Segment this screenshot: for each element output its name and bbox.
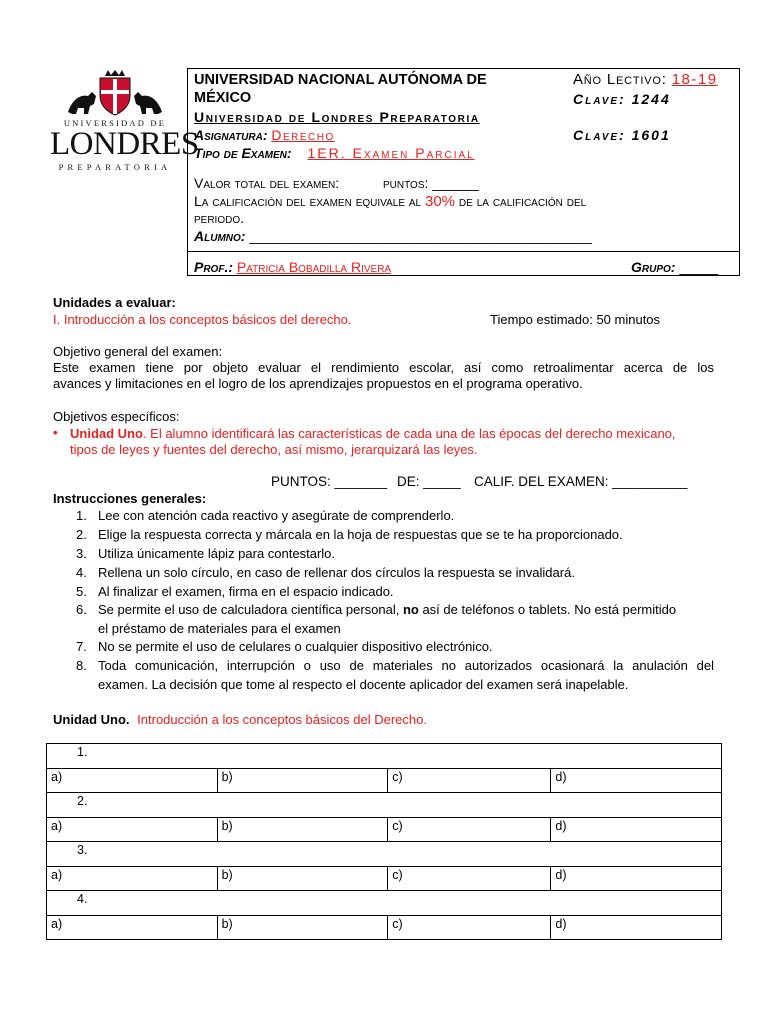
option-a[interactable]: a) — [47, 817, 218, 842]
exam-header-box — [187, 68, 740, 276]
tipo-examen-row: Tipo de Examen: 1ER. Examen Parcial — [194, 145, 475, 161]
question-row — [47, 744, 722, 769]
objetivo-heading: Objetivo general del examen: — [53, 344, 223, 359]
asignatura-row: Asignatura: Derecho — [194, 127, 335, 143]
options-row — [47, 817, 722, 842]
section-subtitle: Introducción a los conceptos básicos del Derecho. — [137, 712, 427, 727]
alumno-blank[interactable]: ____________________________________________ — [249, 228, 592, 244]
instruction-text: Al finalizar el examen, firma en el espacio indicado. — [98, 584, 394, 599]
question-number: 4. — [47, 891, 722, 916]
instruction-text: Lee con atención cada reactivo y asegúrate de comprenderlo. — [98, 508, 455, 523]
calificacion-line2: periodo. — [194, 210, 245, 226]
grupo-label: Grupo — [631, 259, 671, 275]
valor-total-label: Valor total del examen: — [194, 175, 340, 191]
instruction-number: 4. — [76, 565, 87, 580]
options-row — [47, 768, 722, 793]
option-c[interactable]: c) — [388, 768, 551, 793]
school-name: Universidad de Londres Preparatoria — [194, 109, 480, 125]
option-b[interactable]: b) — [217, 866, 388, 891]
crest-icon — [50, 70, 180, 120]
option-d[interactable]: d) — [551, 768, 722, 793]
unidad-1-label: I. Introducción a los conceptos básicos del derecho. — [53, 312, 352, 327]
clave-1601: Clave: 1601 — [573, 127, 671, 143]
question-number: 3. — [47, 842, 722, 867]
instruction-6-post: así de teléfonos o tablets. No está permitido — [418, 602, 677, 617]
objetivo-line2: avances y limitaciones en el logro de los aprendizajes propuestos en el programa operativo. — [53, 376, 583, 391]
question-row — [47, 891, 722, 916]
calificacion-percent: 30% — [425, 193, 456, 210]
calif-examen-field[interactable]: CALIF. DEL EXAMEN: __________ — [474, 474, 688, 489]
option-d[interactable]: d) — [551, 866, 722, 891]
asignatura-label: Asignatura — [194, 127, 263, 143]
valor-total-row — [194, 175, 479, 191]
option-b[interactable]: b) — [217, 817, 388, 842]
question-row — [47, 793, 722, 818]
puntos-label: puntos: — [383, 175, 429, 191]
clave-1244: Clave: 1244 — [573, 91, 671, 107]
puntos-blank[interactable]: ______ — [432, 175, 480, 191]
unidades-heading: Unidades a evaluar: — [53, 295, 176, 310]
instruction-text-cont: el préstamo de materiales para el examen — [98, 621, 341, 636]
profesor-label: Prof.: — [194, 259, 233, 275]
option-a[interactable]: a) — [47, 866, 218, 891]
profesor-row — [194, 259, 391, 275]
university-name-line1: UNIVERSIDAD NACIONAL AUTÓNOMA DE — [194, 72, 487, 88]
calificacion-row — [194, 193, 586, 210]
tiempo-estimado: Tiempo estimado: 50 minutos — [490, 312, 661, 327]
puntos-field[interactable]: PUNTOS: _______ — [271, 474, 388, 489]
instruction-number: 6. — [76, 602, 87, 617]
header-divider — [188, 251, 739, 252]
option-b[interactable]: b) — [217, 768, 388, 793]
instruction-text: Rellena un solo círculo, en caso de rellenar dos círculos la respuesta se invalidará. — [98, 565, 575, 580]
question-row — [47, 842, 722, 867]
alumno-label: Alumno: — [194, 228, 246, 244]
section-title-bold: Unidad Uno. — [53, 712, 130, 727]
instruction-number: 5. — [76, 584, 87, 599]
calificacion-pre: La calificación del examen equivale al — [194, 193, 422, 209]
option-d[interactable]: d) — [551, 817, 722, 842]
calificacion-post: de la calificación del — [458, 193, 587, 209]
option-a[interactable]: a) — [47, 915, 218, 940]
bullet-icon: • — [53, 425, 58, 440]
objetivo-especifico-line2: tipos de leyes y fuentes del derecho, así mismo, jerarquizará las leyes. — [70, 442, 478, 457]
ano-lectivo-label: Año Lectivo: — [573, 71, 667, 88]
logo-main-text: LONDRES — [50, 126, 199, 162]
section-title — [53, 711, 427, 728]
instruction-6-pre: Se permite el uso de calculadora científica personal, — [98, 602, 403, 617]
grupo-row: Grupo: _____ — [631, 259, 719, 275]
instruction-text-cont: examen. La decisión que tome al respecto el docente aplicador del examen será inapelable. — [98, 677, 629, 692]
instruction-text — [98, 601, 676, 618]
objetivo-line1: Este examen tiene por objeto evaluar el rendimiento escolar, así como retroalimentar acerca de los — [53, 360, 714, 375]
instruction-number: 8. — [76, 658, 87, 673]
objetivo-especifico-rest: . El alumno identificará las características de cada una de las épocas del derecho mexicano, — [142, 426, 676, 441]
instruction-number: 1. — [76, 508, 87, 523]
unidad-uno-bold: Unidad Uno — [70, 426, 143, 441]
ano-lectivo-row — [573, 72, 718, 88]
logo-bottom-text: PREPARATORIA — [58, 162, 172, 172]
instrucciones-heading: Instrucciones generales: — [53, 491, 207, 506]
question-number: 1. — [47, 744, 722, 769]
de-field[interactable]: DE: _____ — [397, 474, 461, 489]
options-row — [47, 915, 722, 940]
option-c[interactable]: c) — [388, 817, 551, 842]
instruction-number: 7. — [76, 639, 87, 654]
tipo-examen-value: 1ER. Examen Parcial — [307, 145, 475, 161]
objetivos-especificos-heading: Objetivos específicos: — [53, 409, 180, 424]
option-c[interactable]: c) — [388, 915, 551, 940]
instruction-text: No se permite el uso de celulares o cualquier dispositivo electrónico. — [98, 639, 493, 654]
university-name-line2: MÉXICO — [194, 90, 252, 106]
grupo-blank[interactable]: _____ — [679, 259, 719, 275]
alumno-row — [194, 228, 592, 244]
option-b[interactable]: b) — [217, 915, 388, 940]
question-number: 2. — [47, 793, 722, 818]
instruction-6-bold: no — [402, 602, 419, 617]
option-c[interactable]: c) — [388, 866, 551, 891]
option-d[interactable]: d) — [551, 915, 722, 940]
asignatura-value: Derecho — [271, 127, 335, 143]
instruction-text: Toda comunicación, interrupción o uso de materiales no autorizados ocasionará la anulación del — [98, 658, 714, 673]
instruction-number: 2. — [76, 527, 87, 542]
profesor-name: Patricia Bobadilla Rivera — [236, 259, 392, 275]
option-a[interactable]: a) — [47, 768, 218, 793]
logo-top-text: UNIVERSIDAD DE — [63, 118, 167, 128]
instruction-text: Elige la respuesta correcta y márcala en la hoja de respuestas que se te ha proporcionado. — [98, 527, 623, 542]
ano-lectivo-value: 18-19 — [671, 71, 718, 88]
objetivo-especifico-line1 — [70, 425, 676, 442]
questions-table — [46, 743, 722, 940]
instruction-number: 3. — [76, 546, 87, 561]
instruction-text: Utiliza únicamente lápiz para contestarlo. — [98, 546, 336, 561]
school-logo — [50, 70, 199, 180]
tipo-examen-label: Tipo de Examen — [194, 145, 287, 161]
options-row — [47, 866, 722, 891]
